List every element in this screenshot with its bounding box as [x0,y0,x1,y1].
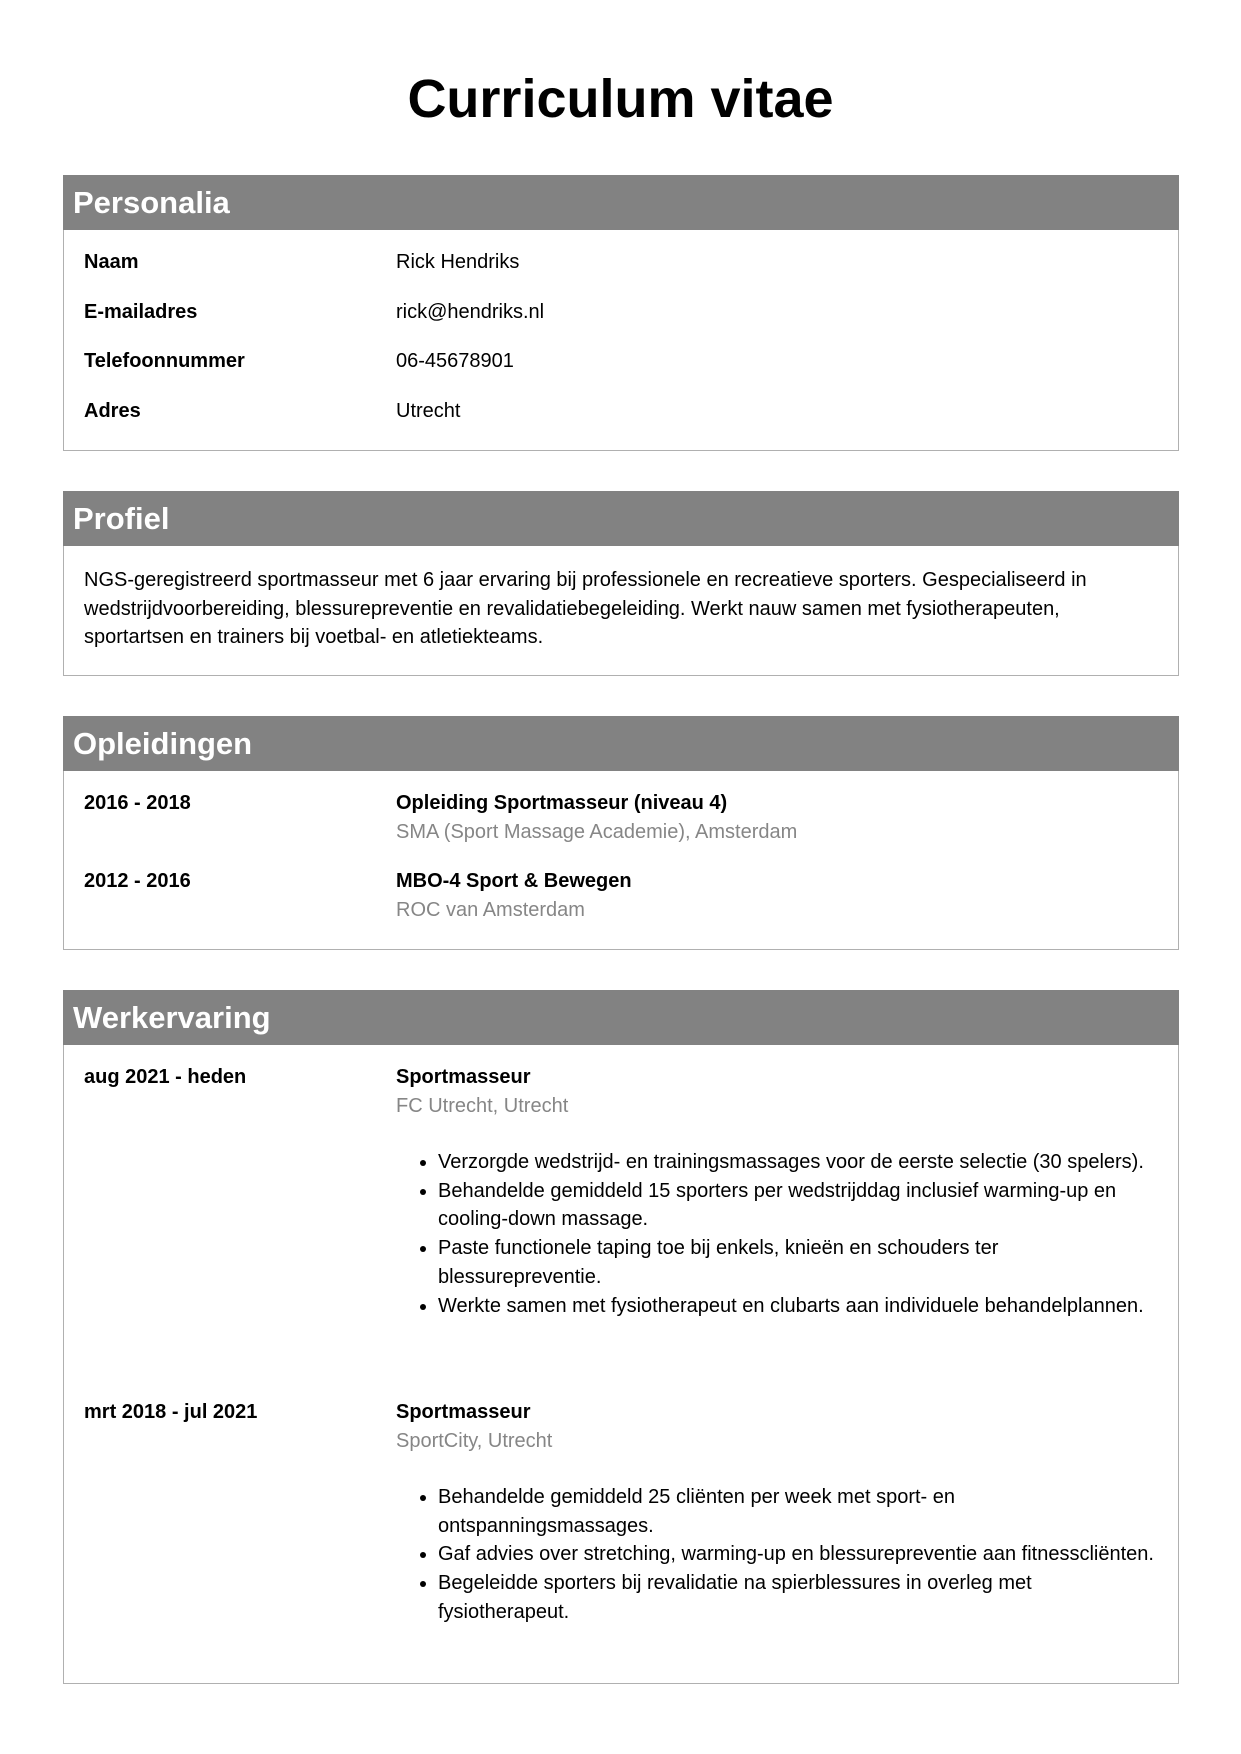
profiel-section [63,491,1179,676]
opleidingen-heading: Opleidingen [63,716,1179,771]
personalia-heading: Personalia [63,175,1179,230]
personalia-row-telefoon [84,347,1158,397]
education-entry [84,867,1158,925]
profiel-heading: Profiel [63,491,1179,546]
education-institution: ROC van Amsterdam [396,899,585,921]
field-label: Telefoonnummer [84,350,245,372]
work-task: • Behandelde gemiddeld 25 cliënten per week met sport- en ontspanningsmassages. [438,1483,1158,1540]
werkervaring-section [63,990,1179,1684]
work-title: Sportmasseur [396,1401,531,1423]
opleidingen-section [63,716,1179,950]
field-label: E-mailadres [84,300,198,323]
personalia-row-adres [84,397,1158,447]
work-task: • Begeleidde sporters bij revalidatie na spierblessures in overleg met fysiotherapeut. [438,1569,1158,1626]
work-entry [84,1398,1158,1627]
field-value: Utrecht [396,399,461,422]
work-task: • Gaf advies over stretching, warming-up en blessurepreventie aan fitnesscliënten. [438,1540,1158,1569]
work-entry [84,1063,1158,1398]
personalia-section [63,175,1179,451]
work-period: aug 2021 - heden [84,1066,247,1088]
education-title: Opleiding Sportmasseur (niveau 4) [396,792,728,814]
education-period: 2016 - 2018 [84,792,191,814]
field-value: Rick Hendriks [396,251,520,273]
education-period: 2012 - 2016 [84,870,191,892]
education-entry [84,789,1158,867]
work-employer: SportCity, Utrecht [396,1430,553,1452]
education-institution: SMA (Sport Massage Academie), Amsterdam [396,821,798,843]
work-task: • Werkte samen met fysiotherapeut en clubarts aan individuele behandelplannen. [438,1292,1158,1321]
work-task: • Behandelde gemiddeld 15 sporters per wedstrijddag inclusief warming-up en cooling-down massage. [438,1177,1158,1234]
field-value: rick@hendriks.nl [396,300,545,323]
work-period: mrt 2018 - jul 2021 [84,1401,258,1423]
work-task: • Verzorgde wedstrijd- en trainingsmassages voor de eerste selectie (30 spelers). [438,1148,1158,1177]
work-tasks-list [396,1483,1158,1627]
page-title: Curriculum vitae [407,69,834,129]
field-label: Naam [84,251,139,273]
work-tasks-list [396,1148,1158,1320]
education-title: MBO-4 Sport & Bewegen [396,870,632,892]
personalia-row-naam [84,248,1158,298]
field-value: 06-45678901 [396,350,514,372]
work-task: • Paste functionele taping toe bij enkels, knieën en schouders ter blessurepreventie. [438,1234,1158,1291]
work-title: Sportmasseur [396,1066,531,1088]
field-label: Adres [84,399,141,422]
profile-text: NGS-geregistreerd sportmasseur met 6 jaar ervaring bij professionele en recreatieve sporters. Gespecialiseerd in wedstrijdvoorbereiding, blessurepreventie en revalidatiebegeleiding. Werkt nauw samen met fysiotherapeuten, sportartsen en trainers bij voetbal- en atletiekteams. [84,569,1087,648]
work-employer: FC Utrecht, Utrecht [396,1095,569,1117]
werkervaring-heading: Werkervaring [63,990,1179,1045]
personalia-row-email [84,298,1158,348]
